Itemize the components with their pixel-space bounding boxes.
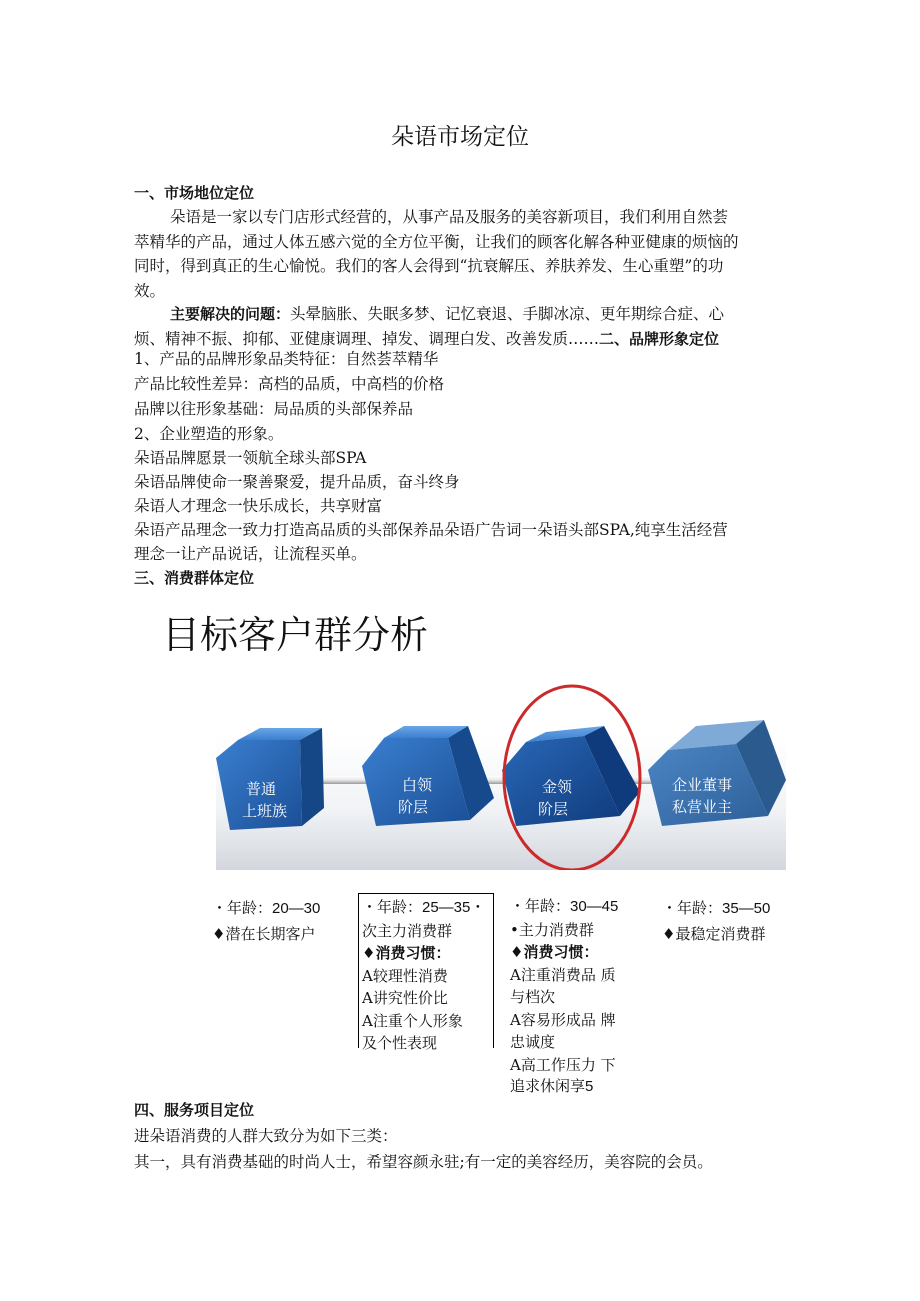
brand-line: 朵语产品理念一致力打造高品质的头部保养品朵语广告词一朵语头部SPA,纯享生活经营 xyxy=(134,521,728,539)
service-line: 其一，具有消费基础的时尚人士，希望容颜永驻;有一定的美容经历，美容院的会员。 xyxy=(134,1153,713,1171)
target-customer-diagram xyxy=(216,680,786,870)
habit-item: A注重个人形象 xyxy=(362,1011,463,1030)
para-line: 萃精华的产品，通过人体五感六觉的全方位平衡，让我们的顾客化解各种亚健康的烦恼的 xyxy=(134,232,739,251)
section-heading-service: 四、服务项目定位 xyxy=(134,1101,255,1119)
habit-item: A容易形成品 牌 xyxy=(510,1010,616,1029)
cube-label: 企业董事 xyxy=(672,776,733,794)
problems-paragraph xyxy=(134,302,814,351)
habit-item: A注重消费品 质 xyxy=(510,965,616,984)
habit-heading: ♦消费习惯： xyxy=(510,943,599,961)
problems-text-cont: 烦、精神不振、抑郁、亚健康调理、掉发、调理白发、改善发质…… xyxy=(134,329,600,348)
habit-item: 及个性表现 xyxy=(362,1034,438,1052)
brand-line: 产品比较性差异：高档的品质，中高档的价格 xyxy=(134,375,445,393)
habit-item: A讲究性价比 xyxy=(362,989,448,1007)
cube-label: 私营业主 xyxy=(672,798,733,816)
segment-desc: •主力消费群 xyxy=(510,920,594,939)
segment-col-4 xyxy=(662,898,802,945)
para-line: 同时，得到真正的生心愉悦。我们的客人会得到“抗衰解压、养肤养发、生心重塑”的功 xyxy=(134,257,724,275)
page-title: 朵语市场定位 xyxy=(391,124,529,150)
section-heading-brand-image: 二、品牌形象定位 xyxy=(599,329,720,348)
habit-item: 与档次 xyxy=(510,988,556,1006)
age-range: ・年龄：30—45 xyxy=(510,898,619,915)
cube-label: 普通 xyxy=(246,780,277,798)
segment-desc: ♦最稳定消费群 xyxy=(662,924,766,943)
brand-line: 朵语品牌愿景一领航全球头部SPA xyxy=(134,449,367,467)
habit-item: 忠诚度 xyxy=(510,1033,556,1051)
cube-label: 阶层 xyxy=(398,798,429,816)
problems-label: 主要解决的问题： xyxy=(170,305,291,323)
cube-label: 上班族 xyxy=(242,802,288,820)
brand-line: 2、企业塑造的形象。 xyxy=(134,425,284,443)
segment-col-1 xyxy=(212,898,352,945)
habit-item: 追求休闲享5 xyxy=(510,1078,594,1095)
cube-label: 白领 xyxy=(402,776,433,794)
service-line: 进朵语消费的人群大致分为如下三类： xyxy=(134,1127,398,1145)
habit-heading: ♦消费习惯： xyxy=(362,944,451,962)
segment-col-3 xyxy=(510,896,650,1099)
segment-col-2 xyxy=(358,893,494,1052)
brand-line: 1、产品的品牌形象品类特征：自然荟萃精华 xyxy=(134,350,439,368)
brand-line: 品牌以往形象基础：局品质的头部保养品 xyxy=(134,400,414,418)
habit-item: A高工作压力 下 xyxy=(510,1055,616,1074)
age-range: ・年龄：25—35・ xyxy=(362,899,486,916)
brand-line: 理念一让产品说话，让流程买单。 xyxy=(134,545,367,563)
section-heading-market-position: 一、市场地位定位 xyxy=(134,184,255,202)
habit-item: A较理性消费 xyxy=(362,966,448,985)
brand-line: 朵语人才理念一快乐成长，共享财富 xyxy=(134,497,383,515)
brand-line: 朵语品牌使命一聚善聚爱，提升品质，奋斗终身 xyxy=(134,473,460,491)
para-line: 效。 xyxy=(134,281,166,300)
segment-desc: ♦潜在长期客户 xyxy=(212,924,316,943)
section-1-paragraph xyxy=(134,205,794,303)
cube-label: 阶层 xyxy=(538,800,569,818)
cube-label: 金领 xyxy=(542,778,573,796)
figure-title: 目标客户群分析 xyxy=(162,613,429,657)
age-range: ・年龄：35—50 xyxy=(662,900,771,917)
para-line: 朵语是一家以专门店形式经营的，从事产品及服务的美容新项目，我们利用自然荟 xyxy=(170,208,729,226)
problems-text: 头晕脑胀、失眠多梦、记忆衰退、手脚冰凉、更年期综合症、心 xyxy=(290,305,725,323)
segment-desc: 次主力消费群 xyxy=(362,921,453,940)
section-heading-consumer-group: 三、消费群体定位 xyxy=(134,569,255,587)
age-range: ・年龄：20—30 xyxy=(212,900,321,917)
